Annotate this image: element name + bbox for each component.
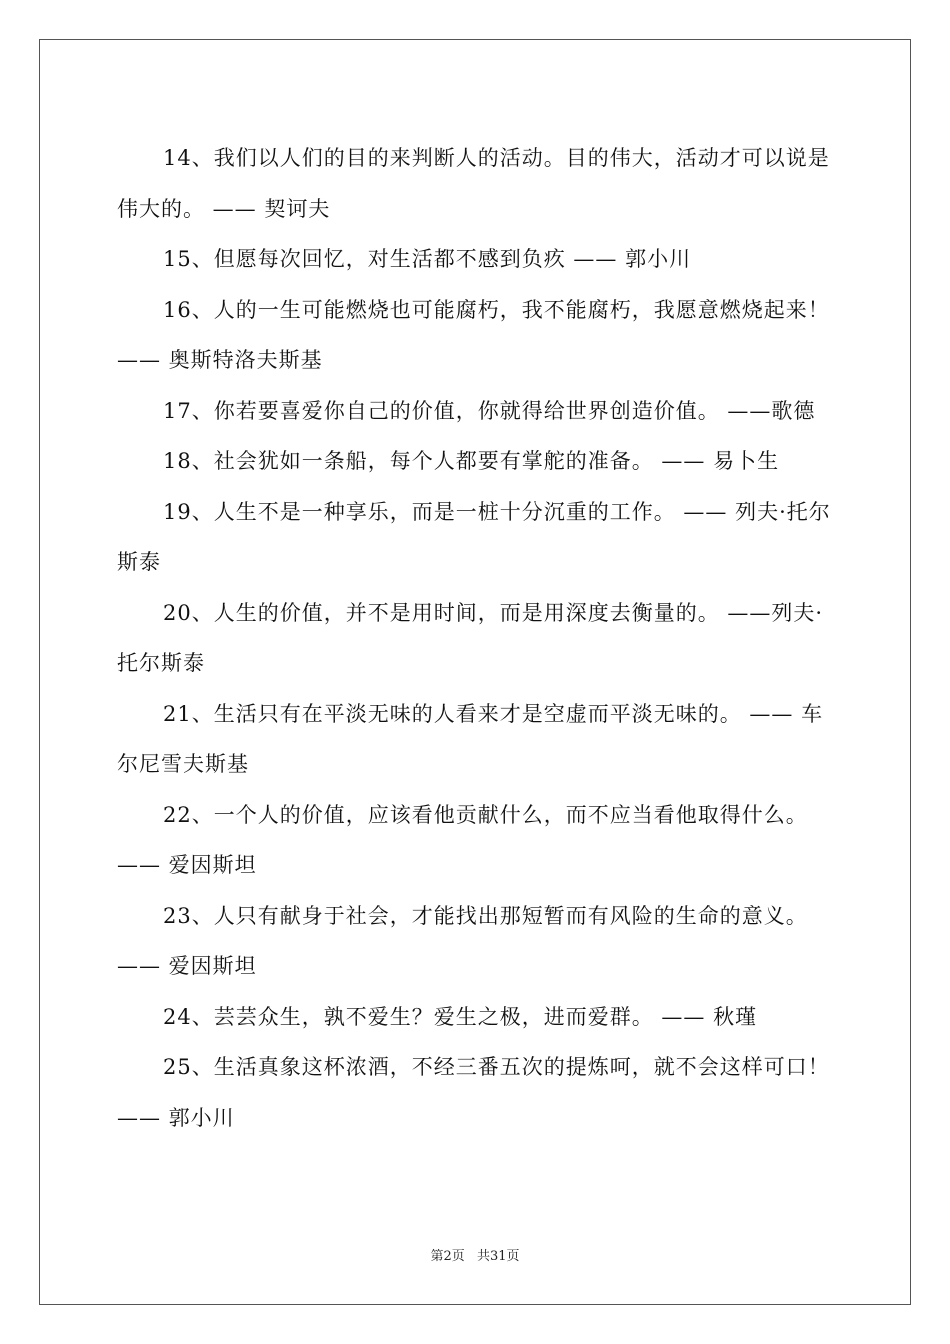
page-footer [0,1245,950,1264]
quote-14: 14、我们以人们的目的来判断人的活动。目的伟大，活动才可以说是伟大的。 —— 契诃夫 [117,146,830,221]
quote-25: 25、生活真象这杯浓酒，不经三番五次的提炼呵，就不会这样可口！ —— 郭小川 [117,1055,830,1130]
quote-23: 23、人只有献身于社会，才能找出那短暂而有风险的生命的意义。 —— 爱因斯坦 [117,903,808,978]
quote-16: 16、人的一生可能燃烧也可能腐朽，我不能腐朽，我愿意燃烧起来！ —— 奥斯特洛夫斯基 [117,297,830,372]
quote-24: 24、芸芸众生，孰不爱生？爱生之极，进而爱群。 —— 秋瑾 [163,1004,758,1029]
quote-22: 22、一个人的价值，应该看他贡献什么，而不应当看他取得什么。 —— 爱因斯坦 [117,802,808,877]
quote-20: 20、人生的价值，并不是用时间，而是用深度去衡量的。 ——列夫·托尔斯泰 [117,600,824,675]
quote-19: 19、人生不是一种享乐，而是一桩十分沉重的工作。 —— 列夫·托尔斯泰 [117,499,831,574]
quote-21: 21、生活只有在平淡无味的人看来才是空虚而平淡无味的。 —— 车尔尼雪夫斯基 [117,701,824,776]
page-number: 第2页 [430,1249,465,1264]
quote-17: 17、你若要喜爱你自己的价值，你就得给世界创造价值。 ——歌德 [163,398,816,423]
quote-18: 18、社会犹如一条船，每个人都要有掌舵的准备。 —— 易卜生 [163,449,780,473]
quote-15: 15、但愿每次回忆，对生活都不感到负疚 —— 郭小川 [163,247,692,271]
document-body [117,133,837,1143]
page-total: 共31页 [476,1249,520,1264]
